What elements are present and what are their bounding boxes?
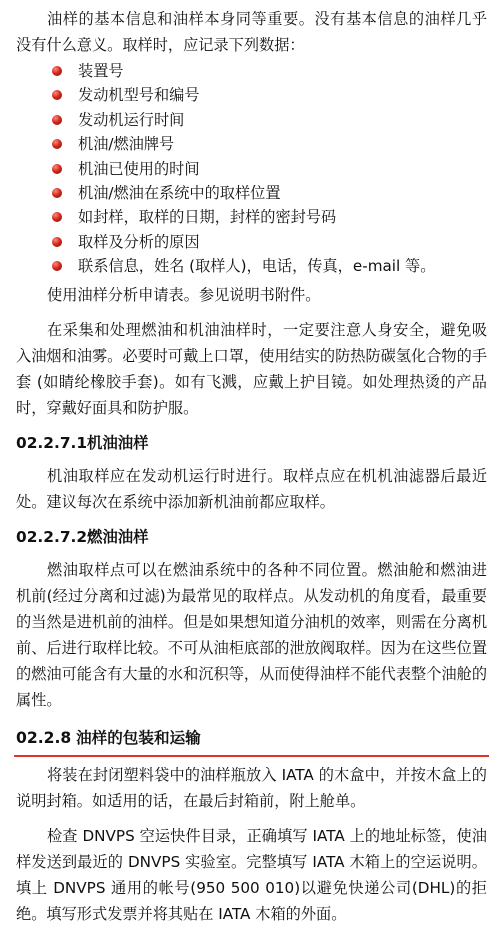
- red-bullet-icon: [52, 164, 62, 174]
- list-item: 如封样，取样的日期，封样的密封号码: [48, 205, 487, 229]
- intro-paragraph: 油样的基本信息和油样本身同等重要。没有基本信息的油样几乎没有什么意义。取样时，应记录下列数据：: [16, 10, 487, 54]
- section-title: 机油油样: [87, 433, 149, 452]
- section-number: 02.2.7.1: [16, 433, 88, 452]
- form-note: 使用油样分析申请表。参见说明书附件。: [47, 285, 321, 304]
- required-data-list: [16, 59, 487, 279]
- red-bullet-icon: [52, 90, 62, 100]
- red-bullet-icon: [52, 66, 62, 76]
- list-item: 发动机运行时间: [48, 108, 487, 132]
- red-bullet-icon: [52, 212, 62, 222]
- fuel-oil-paragraph: 燃油取样点可以在燃油系统中的各种不同位置。燃油舱和燃油进机前(经过分离和过滤)为最常见的取样点。从发动机的角度看，最重要的当然是进机前的油样。但是如果想知道分油机的效率，则需在分离机前、后进行取样比较。不可从油柜底部的泄放阀取样。因为在这些位置的燃油可能含有大量的水和沉积等，从而使得油样不能代表整个油舱的属性。: [16, 560, 487, 709]
- list-item: 联系信息，姓名 (取样人)，电话，传真，e-mail 等。: [48, 254, 487, 278]
- section-number: 02.2.7.2: [16, 527, 88, 546]
- red-bullet-icon: [52, 139, 62, 149]
- shipping-paragraph: 检查 DNVPS 空运快件目录，正确填写 IATA 上的地址标签，使油样发送到最近的 DNVPS 实验室。完整填写 IATA 木箱上的空运说明。填上 DNVPS 通用的帐号(950 500 010)以避免快递公司(DHL)的拒绝。填写形式发票并将其贴在 IATA 木箱的外面。: [16, 826, 487, 923]
- packaging-paragraph: 将装在封闭塑料袋中的油样瓶放入 IATA 的木盒中，并按木盒上的说明封箱。如适用的话，在最后封箱前，附上舱单。: [16, 765, 487, 810]
- list-item: 装置号: [48, 59, 487, 83]
- list-item: 取样及分析的原因: [48, 230, 487, 254]
- list-item: 机油/燃油牌号: [48, 132, 487, 156]
- section-heading-packaging: [16, 726, 487, 755]
- safety-paragraph: 在采集和处理燃油和机油油样时，一定要注意人身安全，避免吸入油烟和油雾。必要时可戴上口罩，使用结实的防热防碳氢化合物的手套 (如睛纶橡胶手套)。如有飞溅，应戴上护目镜。如处理热烫的产品时，穿戴好面具和防护服。: [16, 320, 487, 417]
- section-heading-engine-oil: [16, 432, 487, 454]
- engine-oil-paragraph: 机油取样应在发动机运行时进行。取样点应在机机油滤器后最近处。建议每次在系统中添加新机油前都应取样。: [16, 466, 487, 511]
- section-divider: [14, 755, 489, 757]
- section-title: 燃油油样: [87, 527, 149, 546]
- red-bullet-icon: [52, 188, 62, 198]
- section-heading-fuel-oil: [16, 526, 487, 548]
- red-bullet-icon: [52, 115, 62, 125]
- list-item: 机油已使用的时间: [48, 157, 487, 181]
- list-item: 机油/燃油在系统中的取样位置: [48, 181, 487, 205]
- section-title: 油样的包装和运输: [76, 728, 201, 747]
- list-item: 发动机型号和编号: [48, 83, 487, 107]
- red-bullet-icon: [52, 261, 62, 271]
- red-bullet-icon: [52, 237, 62, 247]
- section-number: 02.2.8: [16, 728, 72, 747]
